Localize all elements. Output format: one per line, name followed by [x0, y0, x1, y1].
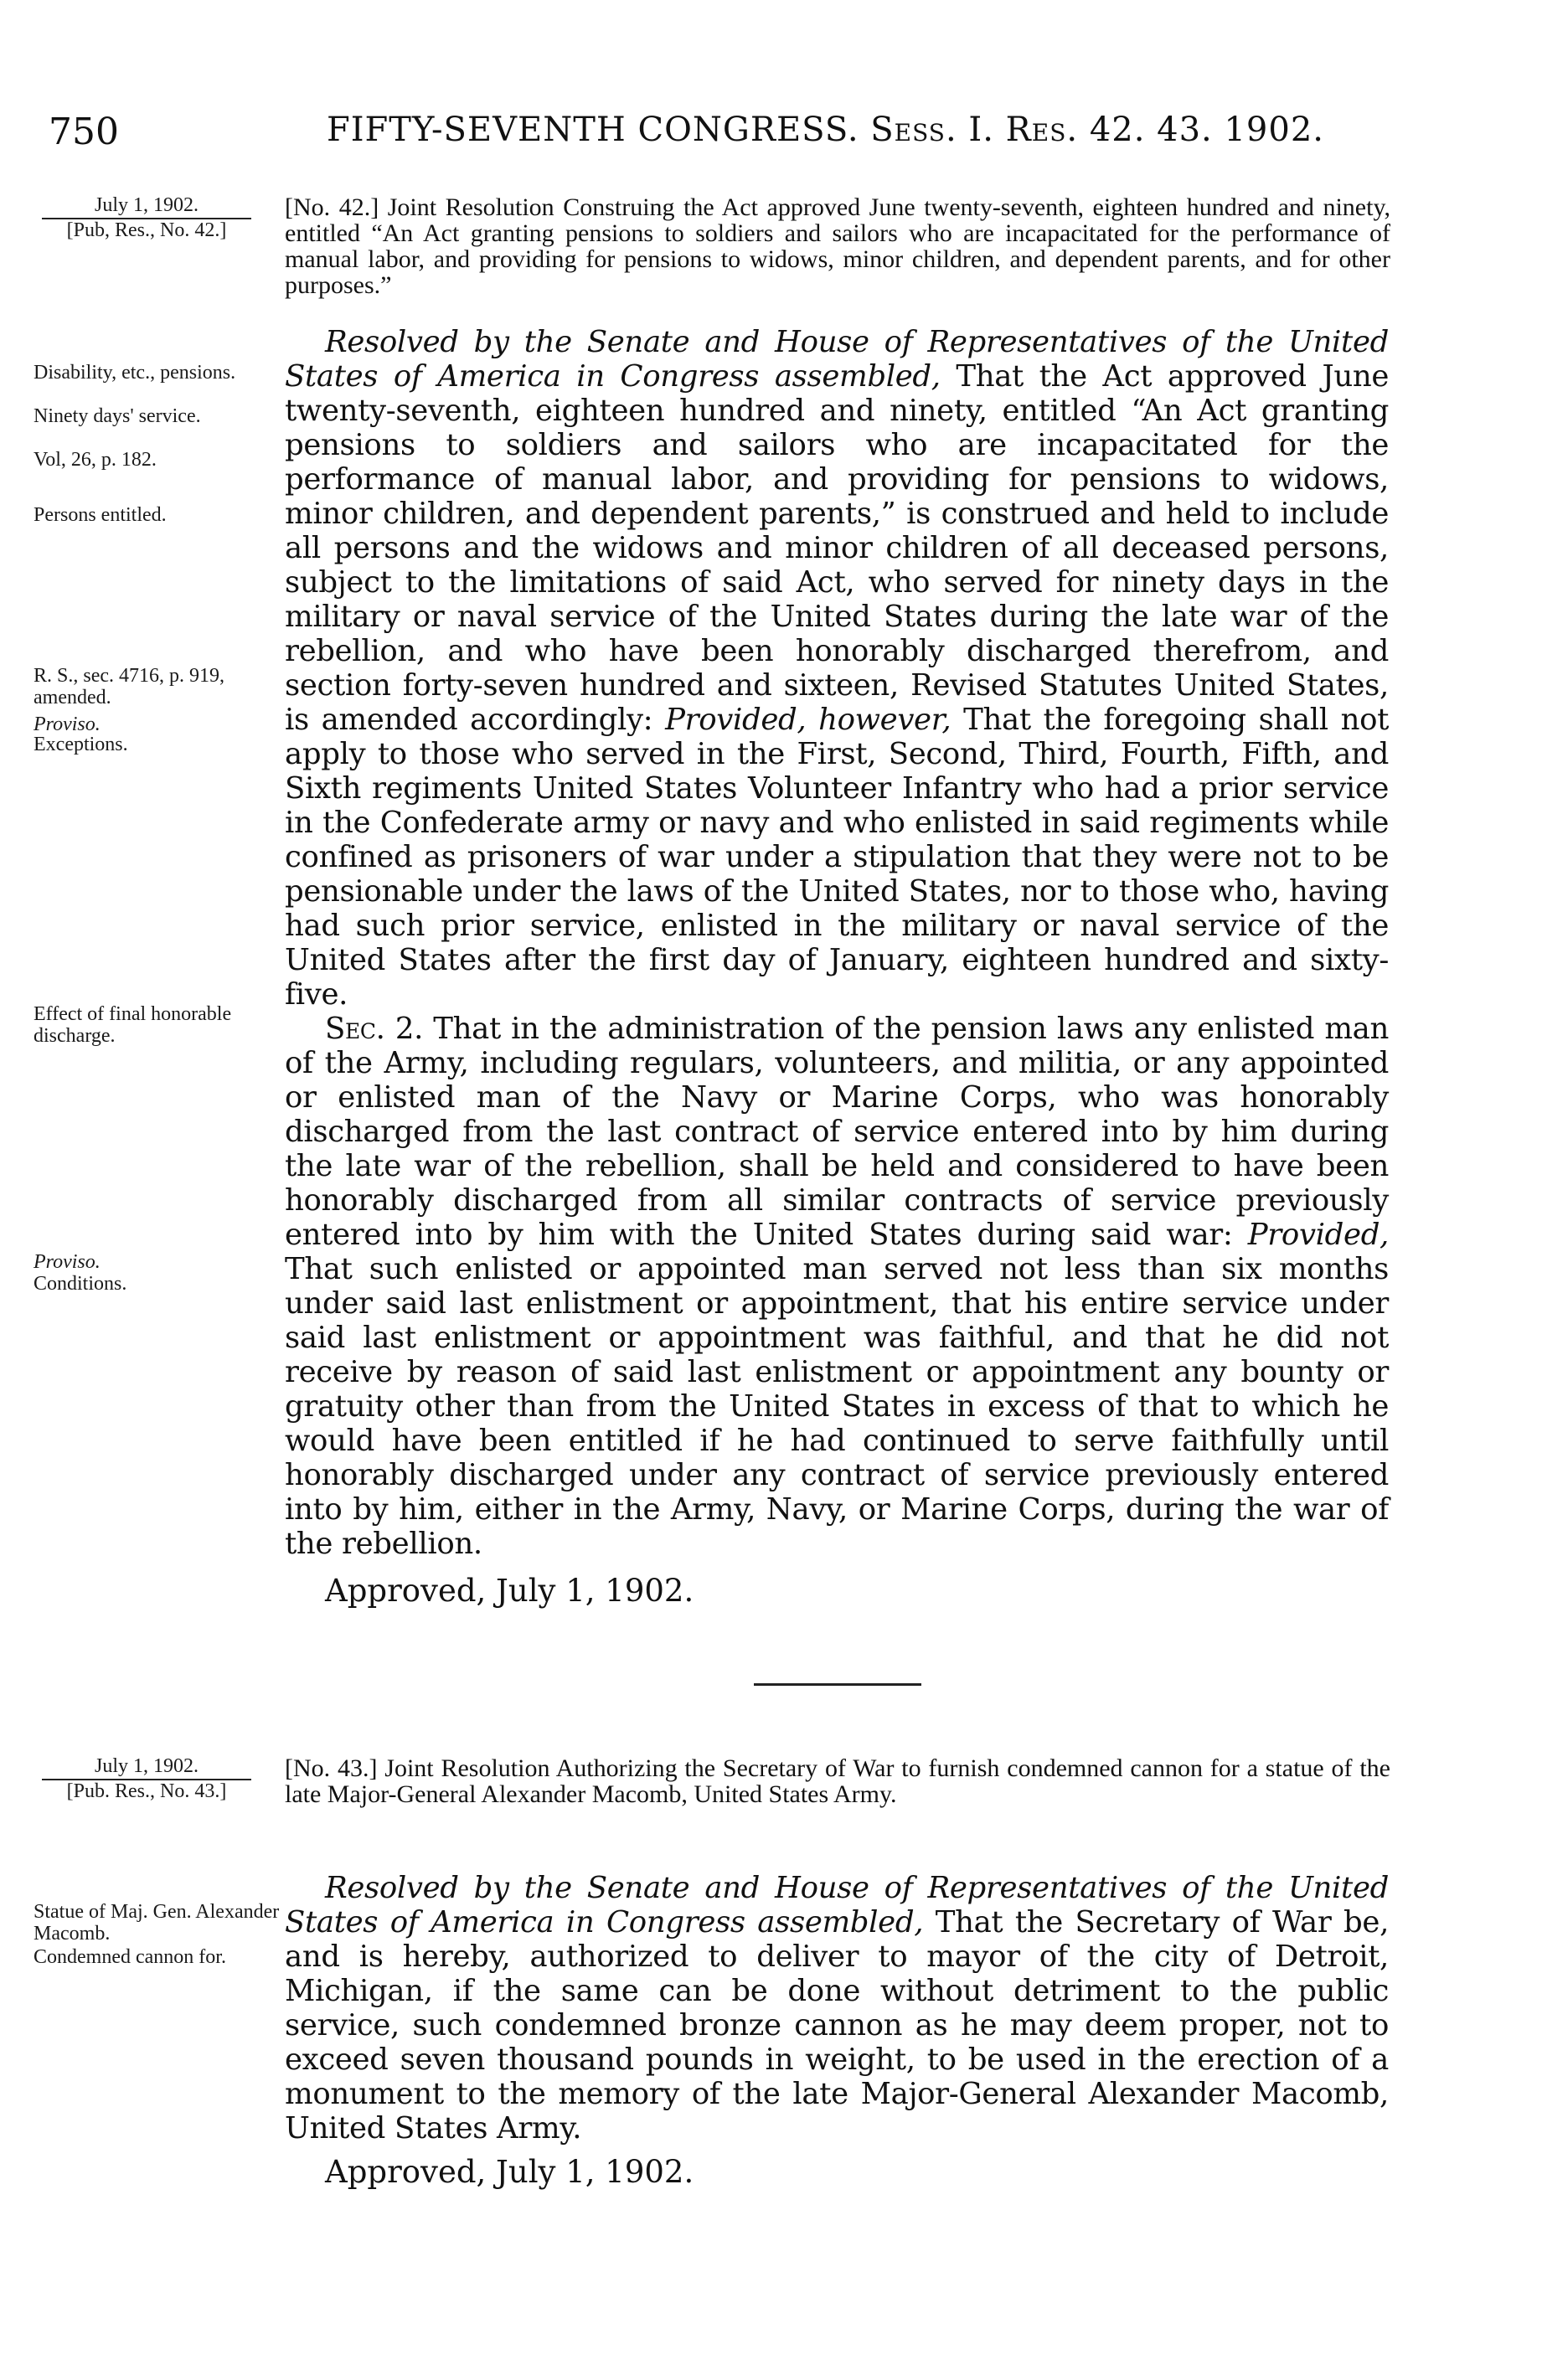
res42-approved: Approved, July 1, 1902. [325, 1573, 694, 1609]
page-title [327, 111, 1324, 149]
res43-pub-number: [Pub. Res., No. 43.] [66, 1780, 227, 1802]
res42-enacting-clause: Resolved by the Senate and House of Representatives of the United States of America in Congress assembled, [285, 325, 1389, 394]
title-session: Sess. I. [870, 111, 994, 149]
page-number: 750 [49, 111, 119, 153]
margin-rs-amended: R. S., sec. 4716, p. 919, amended. [34, 665, 224, 708]
title-congress: FIFTY-SEVENTH CONGRESS. [327, 111, 859, 149]
section-divider [754, 1683, 921, 1686]
res43-date-note [34, 1755, 260, 1802]
margin-conditions: Conditions. [34, 1273, 127, 1295]
res42-section-1-proviso: That the foregoing shall not apply to those who served in the First, Second, Third, Fourth, Fifth, and Sixth regiments United States Volunteer Infantry who had a prior service in the Confederate army or navy and who enlisted in said regiments while confined as prisoners of war under a stipulation that they were not to be pensionable under the laws of the United States, nor to those who, having had such prior service, enlisted in the military or naval service of the United States after the first day of January, eighteen hundred and sixty-five. [285, 703, 1390, 1012]
margin-disability: Disability, etc., pensions. [34, 362, 236, 384]
res42-pub-number: [Pub, Res., No. 42.] [66, 219, 227, 241]
margin-proviso-1: Proviso. [34, 713, 101, 735]
margin-effect-of-discharge: Effect of final honorable discharge. [34, 1003, 232, 1047]
margin-vol-reference: Vol, 26, p. 182. [34, 449, 157, 471]
res43-section-1 [285, 1871, 1389, 2146]
res42-provided-label: Provided, [1247, 1218, 1389, 1252]
res42-section-2 [285, 1012, 1389, 1561]
margin-exceptions: Exceptions. [34, 734, 128, 755]
margin-statue: Statue of Maj. Gen. Alexander Macomb. [34, 1901, 280, 1945]
res42-sec2-label: Sec. 2. [325, 1012, 424, 1046]
res42-section-1-text: That the Act approved June twenty-seventh, eighteen hundred and ninety, entitled “An Act granting pensions to soldiers and sailors who are incapacitated for the performance of manual labor, and providing for pensions to widows, minor children, and dependent parents,” is construed and held to include all persons and the widows and minor children of all deceased persons, subject to the limitations of said Act, who served for ninety days in the military or naval service of the United States during the late war of the rebellion, and who have been honorably discharged therefrom, and section forty-seven hundred and sixteen, Revised Statutes United States, is amended accordingly: [285, 359, 1390, 737]
res42-section-2-proviso: That such enlisted or appointed man served not less than six months under said last enlistment or appointment, that his entire service under said last enlistment or appointment was faithful, and that he did not receive by reason of said last enlistment or appointment any bounty or gratuity other than from the United States in excess of that to which he would have been entitled if he had continued to serve faithfully until honorably discharged under any contract of service previously entered into by him, either in the Army, Navy, or Marine Corps, during the war of the rebellion. [285, 1252, 1389, 1561]
margin-persons-entitled: Persons entitled. [34, 504, 167, 526]
margin-condemned-cannon: Condemned cannon for. [34, 1946, 226, 1968]
res42-date-note [34, 194, 260, 241]
res42-title: [No. 42.] Joint Resolution Construing the Act approved June twenty-seventh, eighteen hundred and ninety, entitled “An Act granting pensions to soldiers and sailors who are incapacitated for the performance of manual labor, and providing for pensions to widows, minor children, and dependent parents, and for other purposes.” [285, 193, 1390, 299]
res42-proviso-label: Provided, however, [665, 703, 952, 737]
res43-text: That the Secretary of War be, and is hereby, authorized to deliver to mayor of the city of Detroit, Michigan, if the same can be done without detriment to the public service, such condemned bronze cannon as he may deem proper, not to exceed seven thousand pounds in weight, to be used in the erection of a monument to the memory of the late Major-General Alexander Macomb, United States Army. [285, 1905, 1389, 2146]
running-header [0, 0, 1542, 184]
res43-date: July 1, 1902. [94, 1755, 199, 1777]
res43-title: [No. 43.] Joint Resolution Authorizing the Secretary of War to furnish condemned cannon for a statue of the late Major-General Alexander Macomb, United States Army. [285, 1754, 1390, 1808]
res43-body [285, 1871, 1389, 2146]
res42-section-2-text: That in the administration of the pension laws any enlisted man of the Army, including regulars, volunteers, and militia, or any appointed or enlisted man of the Navy or Marine Corps, who was honorably discharged from the last contract of service entered into by him during the late war of the rebellion, shall be held and considered to have been honorably discharged from all similar contracts of service previously entered into by him with the United States during said war: [285, 1012, 1389, 1252]
margin-proviso-2: Proviso. [34, 1251, 101, 1273]
margin-ninety-days: Ninety days' service. [34, 405, 201, 427]
title-year: 1902. [1224, 111, 1324, 149]
res42-date: July 1, 1902. [94, 194, 199, 216]
res42-body [285, 325, 1389, 1561]
res43-enacting-clause: Resolved by the Senate and House of Representatives of the United States of America in Congress assembled, [285, 1871, 1389, 1940]
title-resolutions: Res. 42. 43. [1005, 111, 1213, 149]
res43-approved: Approved, July 1, 1902. [325, 2154, 694, 2190]
res42-section-1 [285, 325, 1389, 1012]
